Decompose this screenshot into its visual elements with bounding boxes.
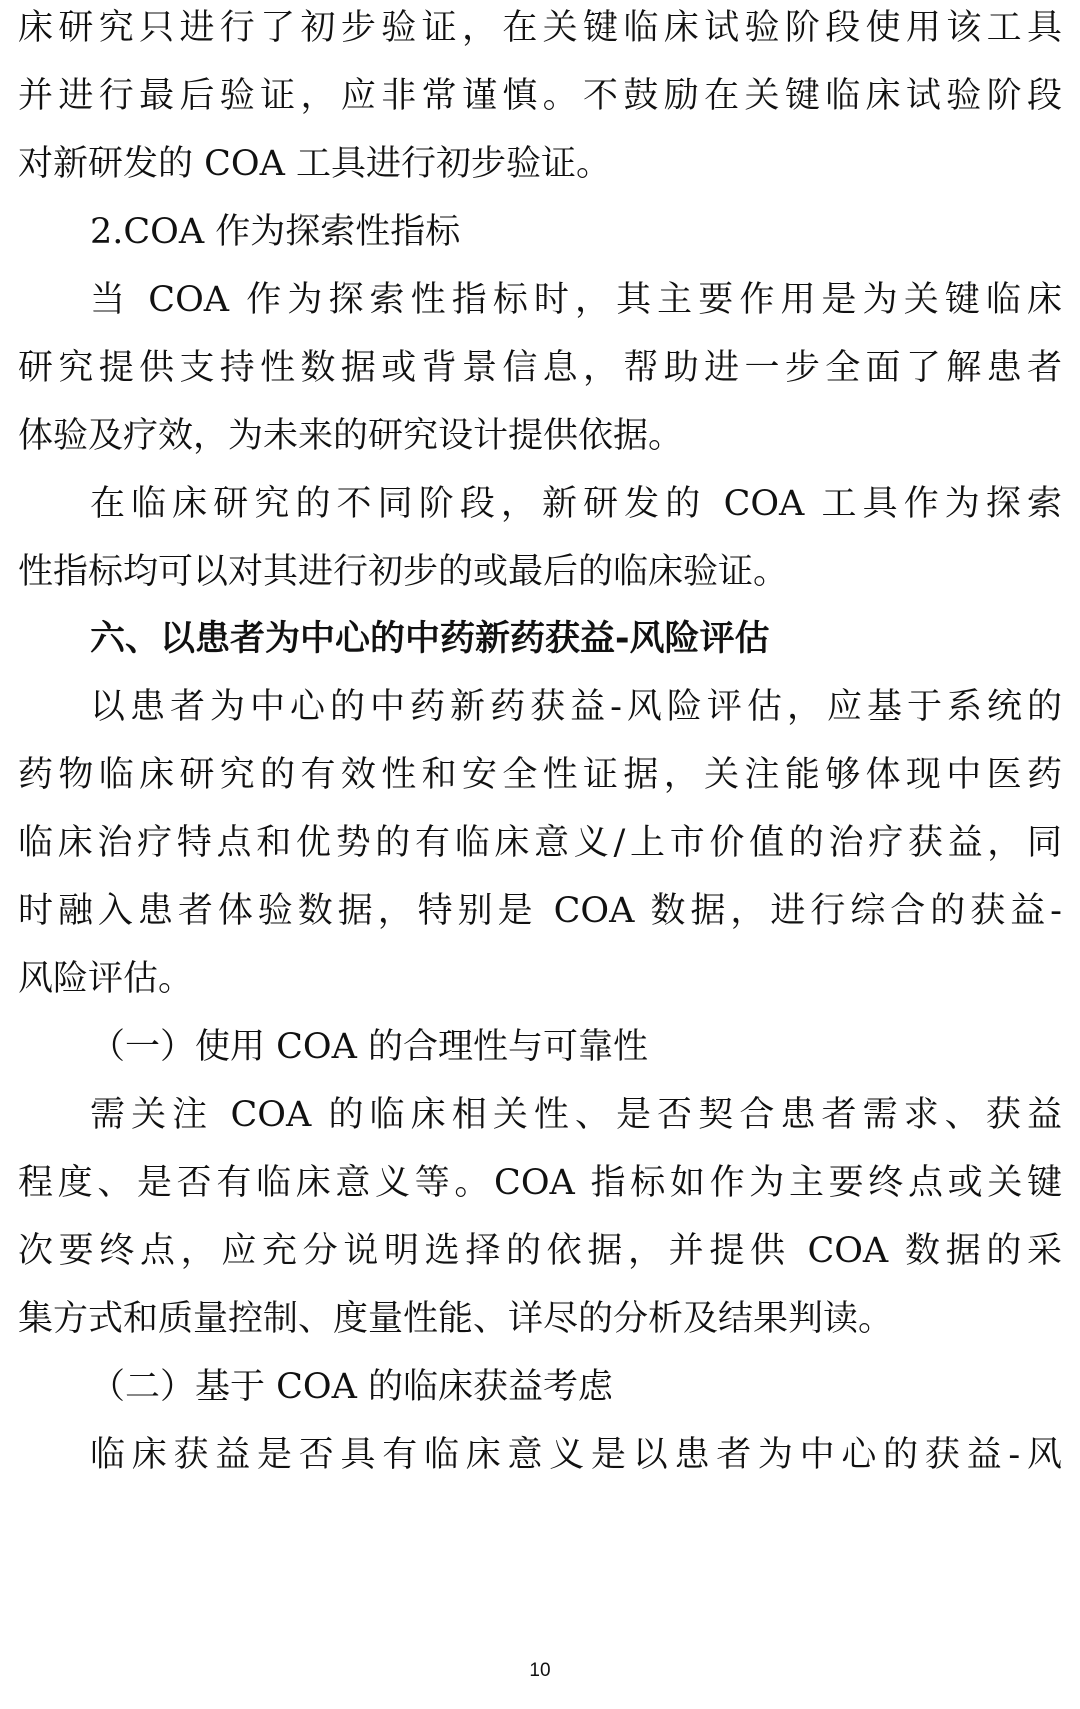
body-line: 时融入患者体验数据，特别是 COA 数据，进行综合的获益- <box>18 891 1062 931</box>
page-number: 10 <box>529 1660 551 1681</box>
body-line: 体验及疗效，为未来的研究设计提供依据。 <box>18 416 684 456</box>
body-line: 临床获益是否具有临床意义是以患者为中心的获益-风 <box>90 1435 1062 1475</box>
body-line: 药物临床研究的有效性和安全性证据，关注能够体现中医药 <box>18 755 1062 795</box>
body-line: 程度、是否有临床意义等。COA 指标如作为主要终点或关键 <box>18 1163 1062 1203</box>
body-line: 研究提供支持性数据或背景信息，帮助进一步全面了解患者 <box>18 348 1062 388</box>
body-line: 集方式和质量控制、度量性能、详尽的分析及结果判读。 <box>18 1299 894 1339</box>
section-heading-six: 六、以患者为中心的中药新药获益-风险评估 <box>90 619 770 659</box>
body-line: 对新研发的 COA 工具进行初步验证。 <box>18 144 612 184</box>
body-line: 并进行最后验证，应非常谨慎。不鼓励在关键临床试验阶段 <box>18 76 1062 116</box>
body-line: 性指标均可以对其进行初步的或最后的临床验证。 <box>18 552 789 592</box>
subheading-two: （二）基于 COA 的临床获益考虑 <box>90 1367 614 1407</box>
subheading-one: （一）使用 COA 的合理性与可靠性 <box>90 1027 649 1067</box>
body-line: 在临床研究的不同阶段，新研发的 COA 工具作为探索 <box>90 484 1062 524</box>
body-line: 当 COA 作为探索性指标时，其主要作用是为关键临床 <box>90 280 1062 320</box>
body-line: 床研究只进行了初步验证，在关键临床试验阶段使用该工具 <box>18 8 1062 48</box>
body-line: 以患者为中心的中药新药获益-风险评估，应基于系统的 <box>90 687 1062 727</box>
body-line: 风险评估。 <box>18 959 194 999</box>
body-line: 需关注 COA 的临床相关性、是否契合患者需求、获益 <box>90 1095 1062 1135</box>
body-line: 次要终点，应充分说明选择的依据，并提供 COA 数据的采 <box>18 1231 1062 1271</box>
body-line: 临床治疗特点和优势的有临床意义/上市价值的治疗获益，同 <box>18 823 1062 863</box>
subheading-coa-exploratory: 2.COA 作为探索性指标 <box>90 212 461 252</box>
